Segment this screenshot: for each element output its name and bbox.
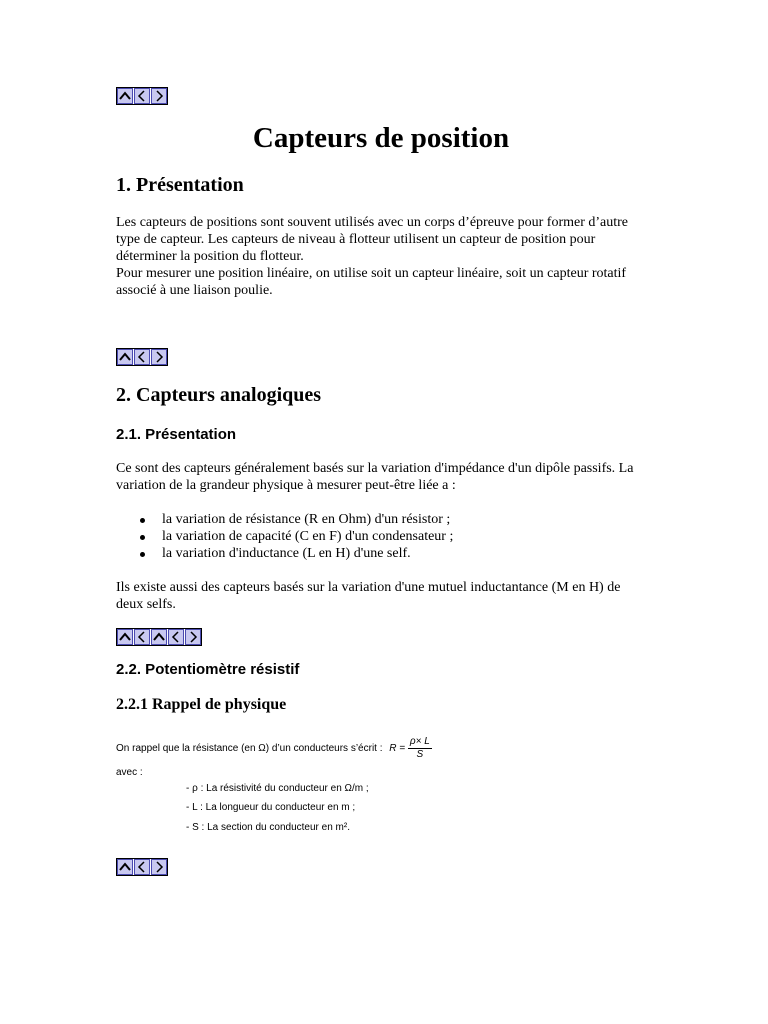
chevron-left-icon <box>135 860 149 874</box>
page-title: Capteurs de position <box>252 122 510 154</box>
subsection-heading: 2.2. Potentiomètre résistif <box>116 661 300 678</box>
nav-up-button[interactable] <box>151 629 167 645</box>
chevron-left-icon <box>135 89 149 103</box>
subsubsection-heading: 2.2.1 Rappel de physique <box>116 696 287 713</box>
nav-up-button[interactable] <box>117 629 133 645</box>
paragraph: Pour mesurer une position linéaire, on utilise soit un capteur linéaire, soit un capteur rotatif associé à une liaison poulie. <box>116 266 627 298</box>
definition-line: - L : La longueur du conducteur en m ; <box>186 802 356 813</box>
nav-next-button[interactable] <box>151 859 167 875</box>
subsection-heading: 2.1. Présentation <box>116 426 237 443</box>
paragraph: Les capteurs de positions sont souvent utilisés avec un corps d’épreuve pour former d’autre type de capteur. Les capteurs de niveau à flotteur utilisent un capteur de position pour déterminer la position du flotteur. <box>116 215 629 264</box>
nav-bar <box>116 348 168 366</box>
chevron-right-icon <box>186 630 200 644</box>
chevron-left-icon <box>169 630 183 644</box>
nav-prev-button[interactable] <box>134 859 150 875</box>
nav-next-button[interactable] <box>185 629 201 645</box>
nav-prev-button[interactable] <box>168 629 184 645</box>
paragraph: Ce sont des capteurs généralement basés sur la variation d'impédance d'un dipôle passifs. La variation de la grandeur physique à mesurer peut-être liée a : <box>116 461 634 493</box>
nav-prev-button[interactable] <box>134 629 150 645</box>
chevron-right-icon <box>152 860 166 874</box>
formula-denominator: S <box>416 749 424 760</box>
formula-numerator: ρ× L <box>409 736 430 747</box>
definition-line: - ρ : La résistivité du conducteur en Ω/m ; <box>186 783 369 794</box>
chevron-up-icon <box>118 860 132 874</box>
section-heading: 1. Présentation <box>116 174 244 196</box>
nav-bar <box>116 858 168 876</box>
chevron-up-icon <box>152 630 166 644</box>
nav-next-button[interactable] <box>151 349 167 365</box>
nav-bar <box>116 87 168 105</box>
list-item: la variation de résistance (R en Ohm) d'un résistor ; <box>116 511 646 528</box>
chevron-left-icon <box>135 350 149 364</box>
paragraph: Ils existe aussi des capteurs basés sur la variation d'une mutuel inductantance (M en H) de deux selfs. <box>116 580 621 612</box>
nav-next-button[interactable] <box>151 88 167 104</box>
avec-label: avec : <box>116 767 143 778</box>
formula-line <box>116 736 432 761</box>
nav-prev-button[interactable] <box>134 349 150 365</box>
formula-lhs: R = <box>389 743 406 755</box>
nav-up-button[interactable] <box>117 88 133 104</box>
formula-intro: On rappel que la résistance (en Ω) d’un conducteurs s’écrit : <box>116 743 383 755</box>
list-item: la variation d'inductance (L en H) d'une self. <box>116 545 646 562</box>
nav-up-button[interactable] <box>117 859 133 875</box>
chevron-up-icon <box>118 630 132 644</box>
nav-bar <box>116 628 202 646</box>
chevron-right-icon <box>152 350 166 364</box>
bullet-list <box>116 511 646 562</box>
chevron-right-icon <box>152 89 166 103</box>
chevron-left-icon <box>135 630 149 644</box>
definition-line: - S : La section du conducteur en m². <box>186 822 350 833</box>
nav-prev-button[interactable] <box>134 88 150 104</box>
chevron-up-icon <box>118 350 132 364</box>
section-heading: 2. Capteurs analogiques <box>116 384 322 406</box>
formula-fraction <box>408 736 432 761</box>
nav-up-button[interactable] <box>117 349 133 365</box>
list-item: la variation de capacité (C en F) d'un condensateur ; <box>116 528 646 545</box>
chevron-up-icon <box>118 89 132 103</box>
